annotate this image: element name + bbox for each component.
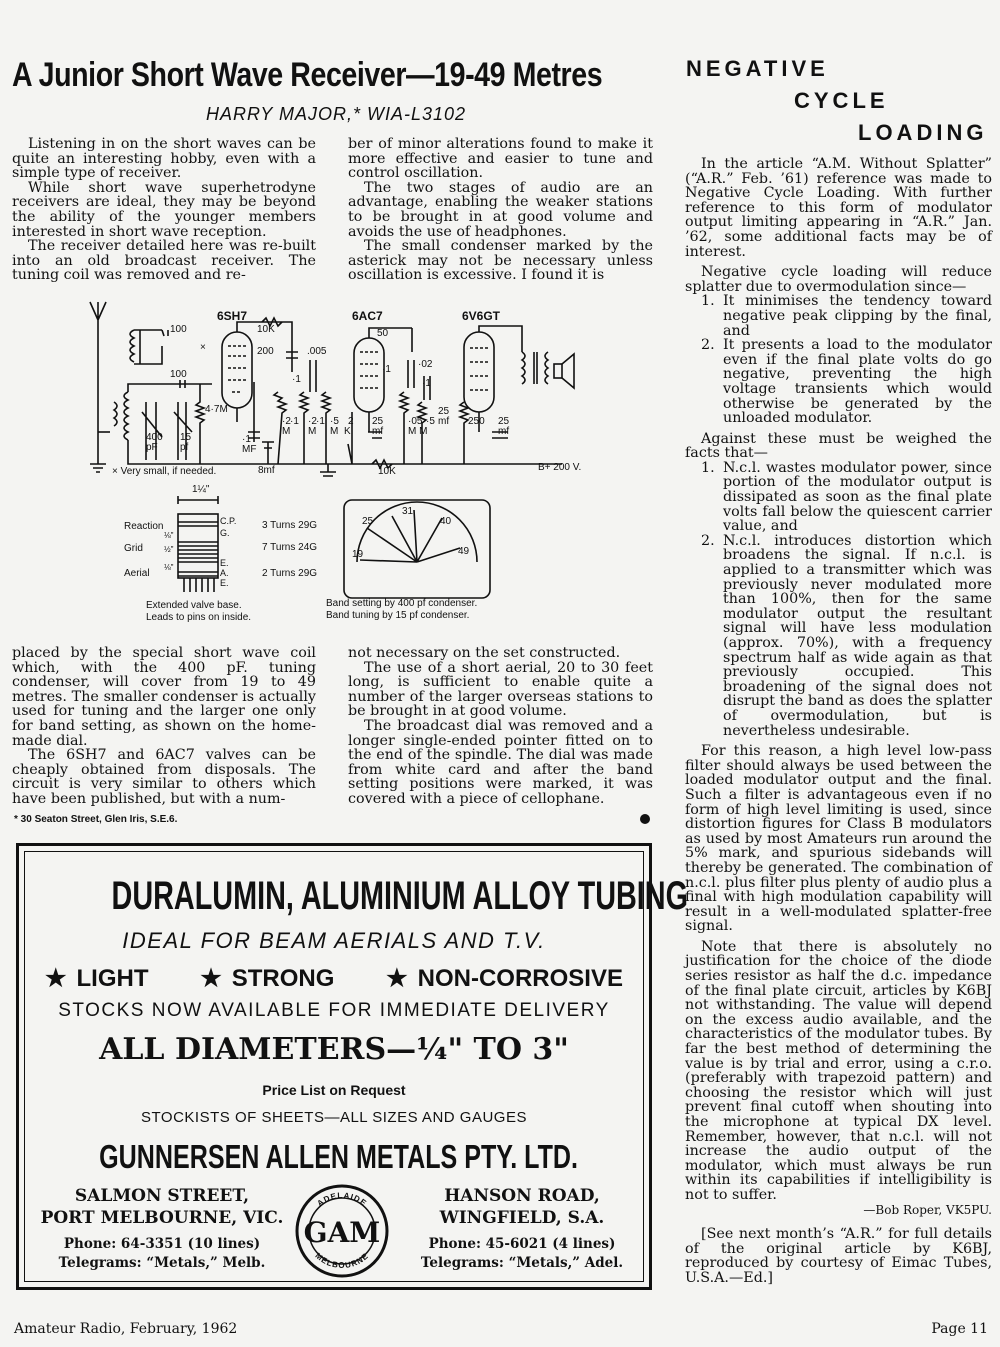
- label-c02: ·02: [418, 359, 433, 370]
- label-b200: B+ 200 V.: [538, 462, 582, 473]
- coil-gap1: ⅛": [164, 531, 174, 540]
- star-icon: ★: [45, 965, 67, 992]
- list-item: [685, 461, 992, 534]
- coil-pins-a: A.: [220, 568, 229, 578]
- paragraph: The use of a short aerial, 20 to 30 feet long, is sufficient to enable quite a number of the larger overseas stations to be brought in at good volume.: [348, 659, 653, 720]
- article-footnote: * 30 Seaton Street, Glen Iris, S.E.6.: [14, 814, 178, 825]
- ad-diameters: ALL DIAMETERS—¼" TO 3": [99, 1032, 569, 1067]
- label-r200: 200: [257, 346, 274, 357]
- label-c25c: 25: [498, 416, 510, 427]
- valve-label-6ac7: 6AC7: [352, 309, 383, 323]
- label-mk: M: [330, 426, 339, 437]
- valve-label-6v6gt: 6V6GT: [462, 309, 501, 323]
- address-line: PORT MELBOURNE, VIC.: [40, 1208, 284, 1228]
- valve-6sh7: [222, 322, 282, 422]
- list-text: It minimises the tendency toward negative peak clipping by the final, and: [723, 293, 992, 339]
- paragraph: The two stages of audio are an advantage, enabling the weaker stations to be brought in at good volume and avoids the use of headphones.: [348, 179, 653, 240]
- output-transformer: [522, 352, 548, 384]
- ad-headline: DURALUMIN, ALUMINIUM ALLOY TUBING: [111, 874, 689, 918]
- coil-gap3: ⅛": [164, 563, 174, 572]
- coil-base-1: Extended valve base.: [146, 600, 242, 611]
- label-r5m: ·5: [330, 416, 339, 427]
- editor-note: [See next month’s “A.R.” for full details of the original article by K6BJ, reproduced by courtesy of Eimac Tubes, U.S.A.—Ed.]: [685, 1226, 992, 1286]
- coil-pins-cp: C.P.: [220, 516, 237, 526]
- list-item: [685, 294, 992, 338]
- label-r21a: ·2: [282, 416, 291, 427]
- coil-pins-e: E.: [220, 558, 229, 568]
- asterisk-mark: ×: [200, 342, 206, 353]
- article-col2-top: [348, 137, 653, 283]
- label-c1mf: ·1: [242, 434, 251, 445]
- label-r22b: ·1: [316, 416, 325, 427]
- receiver-schematic: [82, 292, 642, 632]
- label-mfa: mf: [372, 426, 384, 437]
- valve-label-6sh7: 6SH7: [217, 309, 248, 323]
- page-footer-publication: Amateur Radio, February, 1962: [14, 1321, 238, 1337]
- label-c1b: ·1: [382, 364, 391, 375]
- dial-drawing: [326, 500, 490, 621]
- ad-feature-label: STRONG: [231, 965, 335, 992]
- label-m2: M: [308, 426, 317, 437]
- ad-feature: [45, 964, 149, 993]
- address-telegrams: Telegrams: “Metals,” Adel.: [420, 1255, 624, 1271]
- label-r10kb: 10K: [378, 466, 396, 477]
- label-c8mf: 8mf: [258, 465, 275, 476]
- paragraph: The small condenser marked by the asterick may not be necessary unless oscillation is excessive. I found it is: [348, 238, 653, 284]
- label-c400: 400: [146, 432, 163, 443]
- star-icon: ★: [200, 965, 222, 992]
- paragraph: Against these must be weighed the facts that—: [685, 430, 992, 462]
- reaction-coil: [130, 330, 162, 364]
- label-pf: pF: [146, 442, 158, 453]
- label-r47m: 4·7M: [205, 404, 228, 415]
- coil-winding-3: 2 Turns 29G: [262, 568, 318, 579]
- speaker-icon: [554, 354, 574, 388]
- label-m1: M: [282, 426, 291, 437]
- ncl-body: [685, 157, 992, 1292]
- dial-mark-40: 40: [440, 516, 452, 527]
- coil-drawing: [124, 483, 317, 623]
- ad-feature: [200, 964, 334, 993]
- paragraph: not necessary on the set constructed.: [348, 645, 621, 661]
- label-r2k: 2: [348, 416, 354, 427]
- address-line: HANSON ROAD,: [444, 1186, 600, 1206]
- ad-price-list: Price List on Request: [262, 1082, 406, 1098]
- dial-caption-1: Band setting by 400 pf condenser.: [326, 598, 478, 609]
- label-c100b: 100: [170, 369, 187, 380]
- label-c15: 15: [180, 432, 192, 443]
- label-r5b: ·5: [426, 416, 435, 427]
- coil-base-2: Leads to pins on inside.: [146, 612, 252, 623]
- aerial-symbol: [90, 302, 106, 452]
- logo-top-text: ADELAIDE: [315, 1190, 369, 1209]
- paragraph: placed by the special short wave coil which, with the 400 pF. tuning condenser, will cover from 19 to 49 metres. The smaller condenser is actually used for tuning and the larger one only for band setting, as shown on the home-made dial.: [12, 645, 316, 749]
- list-text: It presents a load to the modulator even if the final plate volts do go negative, preventing the high voltage transients which would otherwise be generated by the unloaded modulator.: [723, 337, 992, 427]
- label-mm: M M: [408, 426, 428, 437]
- coil-winding-1: 3 Turns 29G: [262, 520, 318, 531]
- list-number: 2.: [701, 337, 715, 354]
- coil-reaction: Reaction: [124, 521, 164, 532]
- ad-stocks: STOCKS NOW AVAILABLE FOR IMMEDIATE DELIVERY: [58, 1000, 610, 1021]
- svg-text:MELBOURNE: [313, 1251, 370, 1270]
- list-number: 1.: [701, 293, 715, 310]
- label-pf2: pf: [180, 442, 189, 453]
- label-c100a: 100: [170, 324, 187, 335]
- label-mfc: mf: [498, 426, 510, 437]
- list-item: [685, 534, 992, 738]
- paragraph: The receiver detailed here was re-built into an old broadcast receiver. The tuning coil was removed and re-: [12, 238, 316, 284]
- dial-mark-49: 49: [458, 546, 470, 557]
- schematic-note: × Very small, if needed.: [112, 466, 217, 477]
- label-c1a: ·1: [292, 374, 301, 385]
- article-col2-bottom: [348, 646, 653, 807]
- page-number: Page 11: [931, 1321, 988, 1337]
- coil-width: 1¼": [192, 484, 210, 495]
- ncl-title-line2: CYCLE: [794, 88, 889, 113]
- coil-aerial: Aerial: [124, 568, 150, 579]
- ad-address-adelaide: [397, 1185, 647, 1273]
- label-c25b: 25: [438, 406, 450, 417]
- list-number: 2.: [701, 532, 715, 549]
- dial-caption-2: Band tuning by 15 pf condenser.: [326, 610, 470, 621]
- logo-bottom-text: MELBOURNE: [313, 1251, 371, 1270]
- label-r22a: ·2: [308, 416, 317, 427]
- paragraph: Note that there is absolutely no justification for the choice of the diode series resistor as half the d.c. impedance of the final plate circuit, articles by K6BJ not withstanding. The value will depend on the excess audio available, and the characteristics of the modulator tubes. By far the best method of determining the value is by trial and error, using a c.r.o. (preferably with trapezoid pattern) and choosing the resistor which will just prevent final cutoff when shouting into the microphone at typical DX level. Remember, however, that n.c.l. will not increase the audio output of the modulator, which must always be run within its capabilities if intelligibility is not to suffer.: [685, 938, 992, 1203]
- address-line: WINGFIELD, S.A.: [439, 1208, 605, 1228]
- paragraph: While short wave superhetrodyne receivers are ideal, they may be beyond the ability of the younger members interested in short wave reception.: [12, 179, 316, 240]
- coil-pins-e2: E.: [220, 578, 229, 588]
- dial-mark-19: 19: [352, 549, 364, 560]
- end-mark-icon: [640, 814, 650, 824]
- ad-feature: [386, 964, 623, 993]
- list-text: N.c.l. introduces distortion which broadens the signal. If n.c.l. is applied to a transmitter which was previously never modulated more than 100%, then for the same modulator output the resultant signal will have less modulation (approx. 70%), with a frequency spectrum half as wide again as that previously occupied. This broadening of the signal does not disrupt the band as does the splatter of overmodulation, but is nevertheless undesirable.: [723, 532, 992, 739]
- paragraph: The broadcast dial was removed and a longer single-ended pointer fitted on to the end of the spindle. The dial was made from white card and after the band setting positions were marked, it was covered with a piece of cellophane.: [348, 717, 653, 807]
- gam-logo: [295, 1184, 389, 1278]
- ncl-list-drawbacks: [685, 461, 992, 738]
- ncl-signoff: —Bob Roper, VK5PU.: [863, 1202, 992, 1217]
- ad-feature-label: LIGHT: [76, 965, 149, 992]
- coil-pins-g: G.: [220, 528, 230, 538]
- paragraph: Listening in on the short waves can be quite an interesting hobby, even with a simple type of receiver.: [12, 136, 316, 182]
- paragraph: In the article “A.M. Without Splatter” (“A.R.” Feb. ’61) reference was made to Negative Cycle Loading. With further reference to this form of modulator output limiting appearing in “A.R.” Jan. ’62, some additional facts may be of interest.: [685, 156, 992, 260]
- paragraph: ber of minor alterations found to make it more effective and easier to tune and control oscillation.: [348, 136, 653, 182]
- label-r21b: ·1: [290, 416, 299, 427]
- list-text: N.c.l. wastes modulator power, since portion of the modulator output is dissipated as soon as the final plate volts fall below the quiescent carrier value, and: [723, 459, 992, 535]
- coil-gap2: ½": [164, 545, 174, 554]
- dial-mark-31: 31: [402, 506, 414, 517]
- coil-grid: Grid: [124, 543, 143, 554]
- dial-mark-25: 25: [362, 516, 374, 527]
- label-r05: ·05: [408, 416, 423, 427]
- ad-sheets: STOCKISTS OF SHEETS—ALL SIZES AND GAUGES: [141, 1109, 527, 1126]
- coil-winding-2: 7 Turns 24G: [262, 542, 318, 553]
- article-col1-bottom: [12, 646, 316, 807]
- star-icon: ★: [386, 965, 408, 992]
- ad-subhead: IDEAL FOR BEAM AERIALS AND T.V.: [122, 928, 546, 953]
- paragraph: Negative cycle loading will reduce splatter due to overmodulation since—: [685, 264, 992, 295]
- article-col1-top: [12, 137, 316, 283]
- svg-text:ADELAIDE: [315, 1191, 368, 1208]
- label-c25a: 25: [372, 416, 384, 427]
- paragraph: For this reason, a high level low-pass filter should always be used between the loaded modulator output and the final. Such a filter is advantageous even if no form of high level limiting is used, since distortion figures for Class B modulators as used by most Amateurs run around the 5% mark, and spurious sidebands will thereby be generated. The combination of n.c.l. plus filter plus plenty of audio plus a final with high modulation capability will result in a well-modulated splatter-free signal.: [685, 743, 992, 935]
- ad-feature-label: NON-CORROSIVE: [417, 965, 623, 992]
- article-title: A Junior Short Wave Receiver—19-49 Metres: [12, 56, 603, 94]
- label-c005: .005: [307, 346, 327, 357]
- label-k: K: [344, 426, 351, 437]
- label-mf: MF: [242, 444, 257, 455]
- ad-features: [45, 964, 623, 993]
- label-mfb: mf: [438, 416, 450, 427]
- ncl-title-line1: NEGATIVE: [686, 56, 829, 81]
- address-line: SALMON STREET,: [74, 1186, 250, 1206]
- list-number: 1.: [701, 459, 715, 476]
- label-c1c: ·1: [422, 378, 431, 389]
- ncl-list-benefits: [685, 294, 992, 425]
- address-phone: Phone: 64-3351 (10 lines): [63, 1236, 261, 1252]
- tuning-coil: [98, 392, 128, 440]
- advertisement: [16, 843, 689, 1290]
- article-byline: HARRY MAJOR,* WIA-L3102: [206, 104, 467, 124]
- address-phone: Phone: 45-6021 (4 lines): [428, 1236, 616, 1252]
- ncl-title-line3: LOADING: [858, 120, 988, 145]
- paragraph: The 6SH7 and 6AC7 valves can be cheaply obtained from disposals. The circuit is very similar to others which have been published, but with a num-: [12, 747, 316, 807]
- label-c50: 50: [377, 328, 389, 339]
- label-r250: 250: [468, 416, 485, 427]
- list-item: [685, 338, 992, 426]
- ad-inner-border: [24, 851, 689, 1282]
- address-telegrams: Telegrams: “Metals,” Melb.: [58, 1255, 266, 1271]
- label-r10k: 10K: [257, 324, 275, 335]
- ad-company: GUNNERSEN ALLEN METALS PTY. LTD.: [99, 1138, 579, 1175]
- ad-address-melbourne: [37, 1185, 287, 1273]
- logo-monogram: GAM: [303, 1216, 381, 1249]
